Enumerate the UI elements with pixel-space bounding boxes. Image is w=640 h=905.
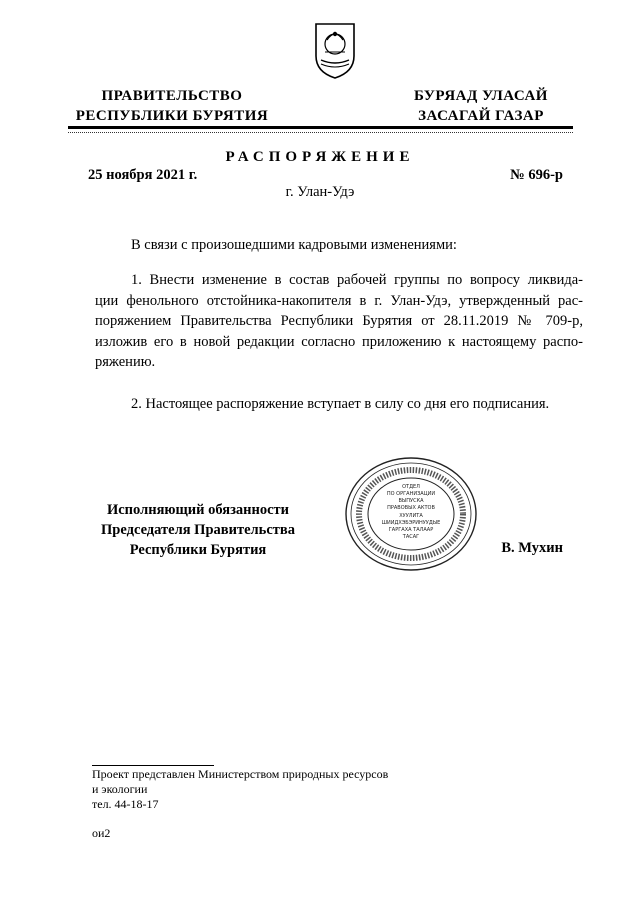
header-left xyxy=(62,86,282,126)
footer-rule xyxy=(92,765,214,766)
item-2-paragraph: 2. Настоящее распоряжение вступает в силу со дня его подписания. xyxy=(131,396,550,412)
footer-line: и экологии xyxy=(92,782,148,796)
item-1-line: изложив его в новой редакции согласно приложению к настоящему распо- xyxy=(95,333,583,350)
document-city: г. Улан-Удэ xyxy=(285,184,355,200)
header-right-line-2: ЗАСАГАЙ ГАЗАР xyxy=(418,108,544,124)
signatory-title-line: Исполняющий обязанности xyxy=(106,502,290,518)
signatory-title-line: Республики Бурятия xyxy=(129,542,267,558)
footer-line: тел. 44-18-17 xyxy=(92,797,159,811)
signatory-title-line: Председателя Правительства xyxy=(101,522,295,538)
stamp-text-line: ТАСАГ xyxy=(402,534,420,540)
item-1-paragraph xyxy=(95,270,583,373)
stamp-text-line: ШИИДХЭБЭРИНУУДЫЕ xyxy=(381,520,441,526)
item-1-line: поряжением Правительства Республики Бурятия от 28.11.2019 № 709-р, xyxy=(95,313,583,330)
signatory-name: В. Мухин xyxy=(501,540,563,556)
document-number: № 696-р xyxy=(510,167,563,183)
footer-line: Проект представлен Министерством природных ресурсов xyxy=(92,767,389,781)
footer-note xyxy=(92,767,452,812)
official-stamp xyxy=(343,455,479,573)
intro-paragraph: В связи с произошедшими кадровыми изменениями: xyxy=(131,237,457,253)
footer-code: ои2 xyxy=(92,826,111,840)
item-1-line: 1. Внести изменение в состав рабочей группы по вопросу ликвида- xyxy=(131,272,583,288)
item-1-line: ряжению. xyxy=(95,354,156,371)
stamp-text-line: ПРАВОВЫХ АКТОВ xyxy=(387,505,435,511)
stamp-text-line: ХУУЛИТА xyxy=(399,513,423,519)
stamp-text-line: ГАРГАХА ТАЛААР xyxy=(388,527,434,533)
header-rule-thick xyxy=(68,126,573,129)
signatory-title xyxy=(78,500,318,560)
stamp-text-line: ОТДЕЛ xyxy=(402,484,420,490)
document-type-title: РАСПОРЯЖЕНИЕ xyxy=(225,149,415,165)
header-right xyxy=(396,86,566,126)
header-left-line-2: РЕСПУБЛИКИ БУРЯТИЯ xyxy=(75,108,269,124)
header-rule-dotted xyxy=(68,132,573,133)
stamp-text-line: ПО ОРГАНИЗАЦИИ xyxy=(386,491,436,497)
coat-of-arms-emblem xyxy=(313,20,357,80)
item-1-line: ции фенольного отстойника-накопителя в г. Улан-Удэ, утвержденный рас- xyxy=(95,292,583,309)
header-right-line-1: БУРЯАД УЛАСАЙ xyxy=(414,88,548,104)
document-date: 25 ноября 2021 г. xyxy=(88,167,198,183)
header-left-line-1: ПРАВИТЕЛЬСТВО xyxy=(101,88,243,104)
stamp-text-line: ВЫПУСКА xyxy=(398,498,424,504)
